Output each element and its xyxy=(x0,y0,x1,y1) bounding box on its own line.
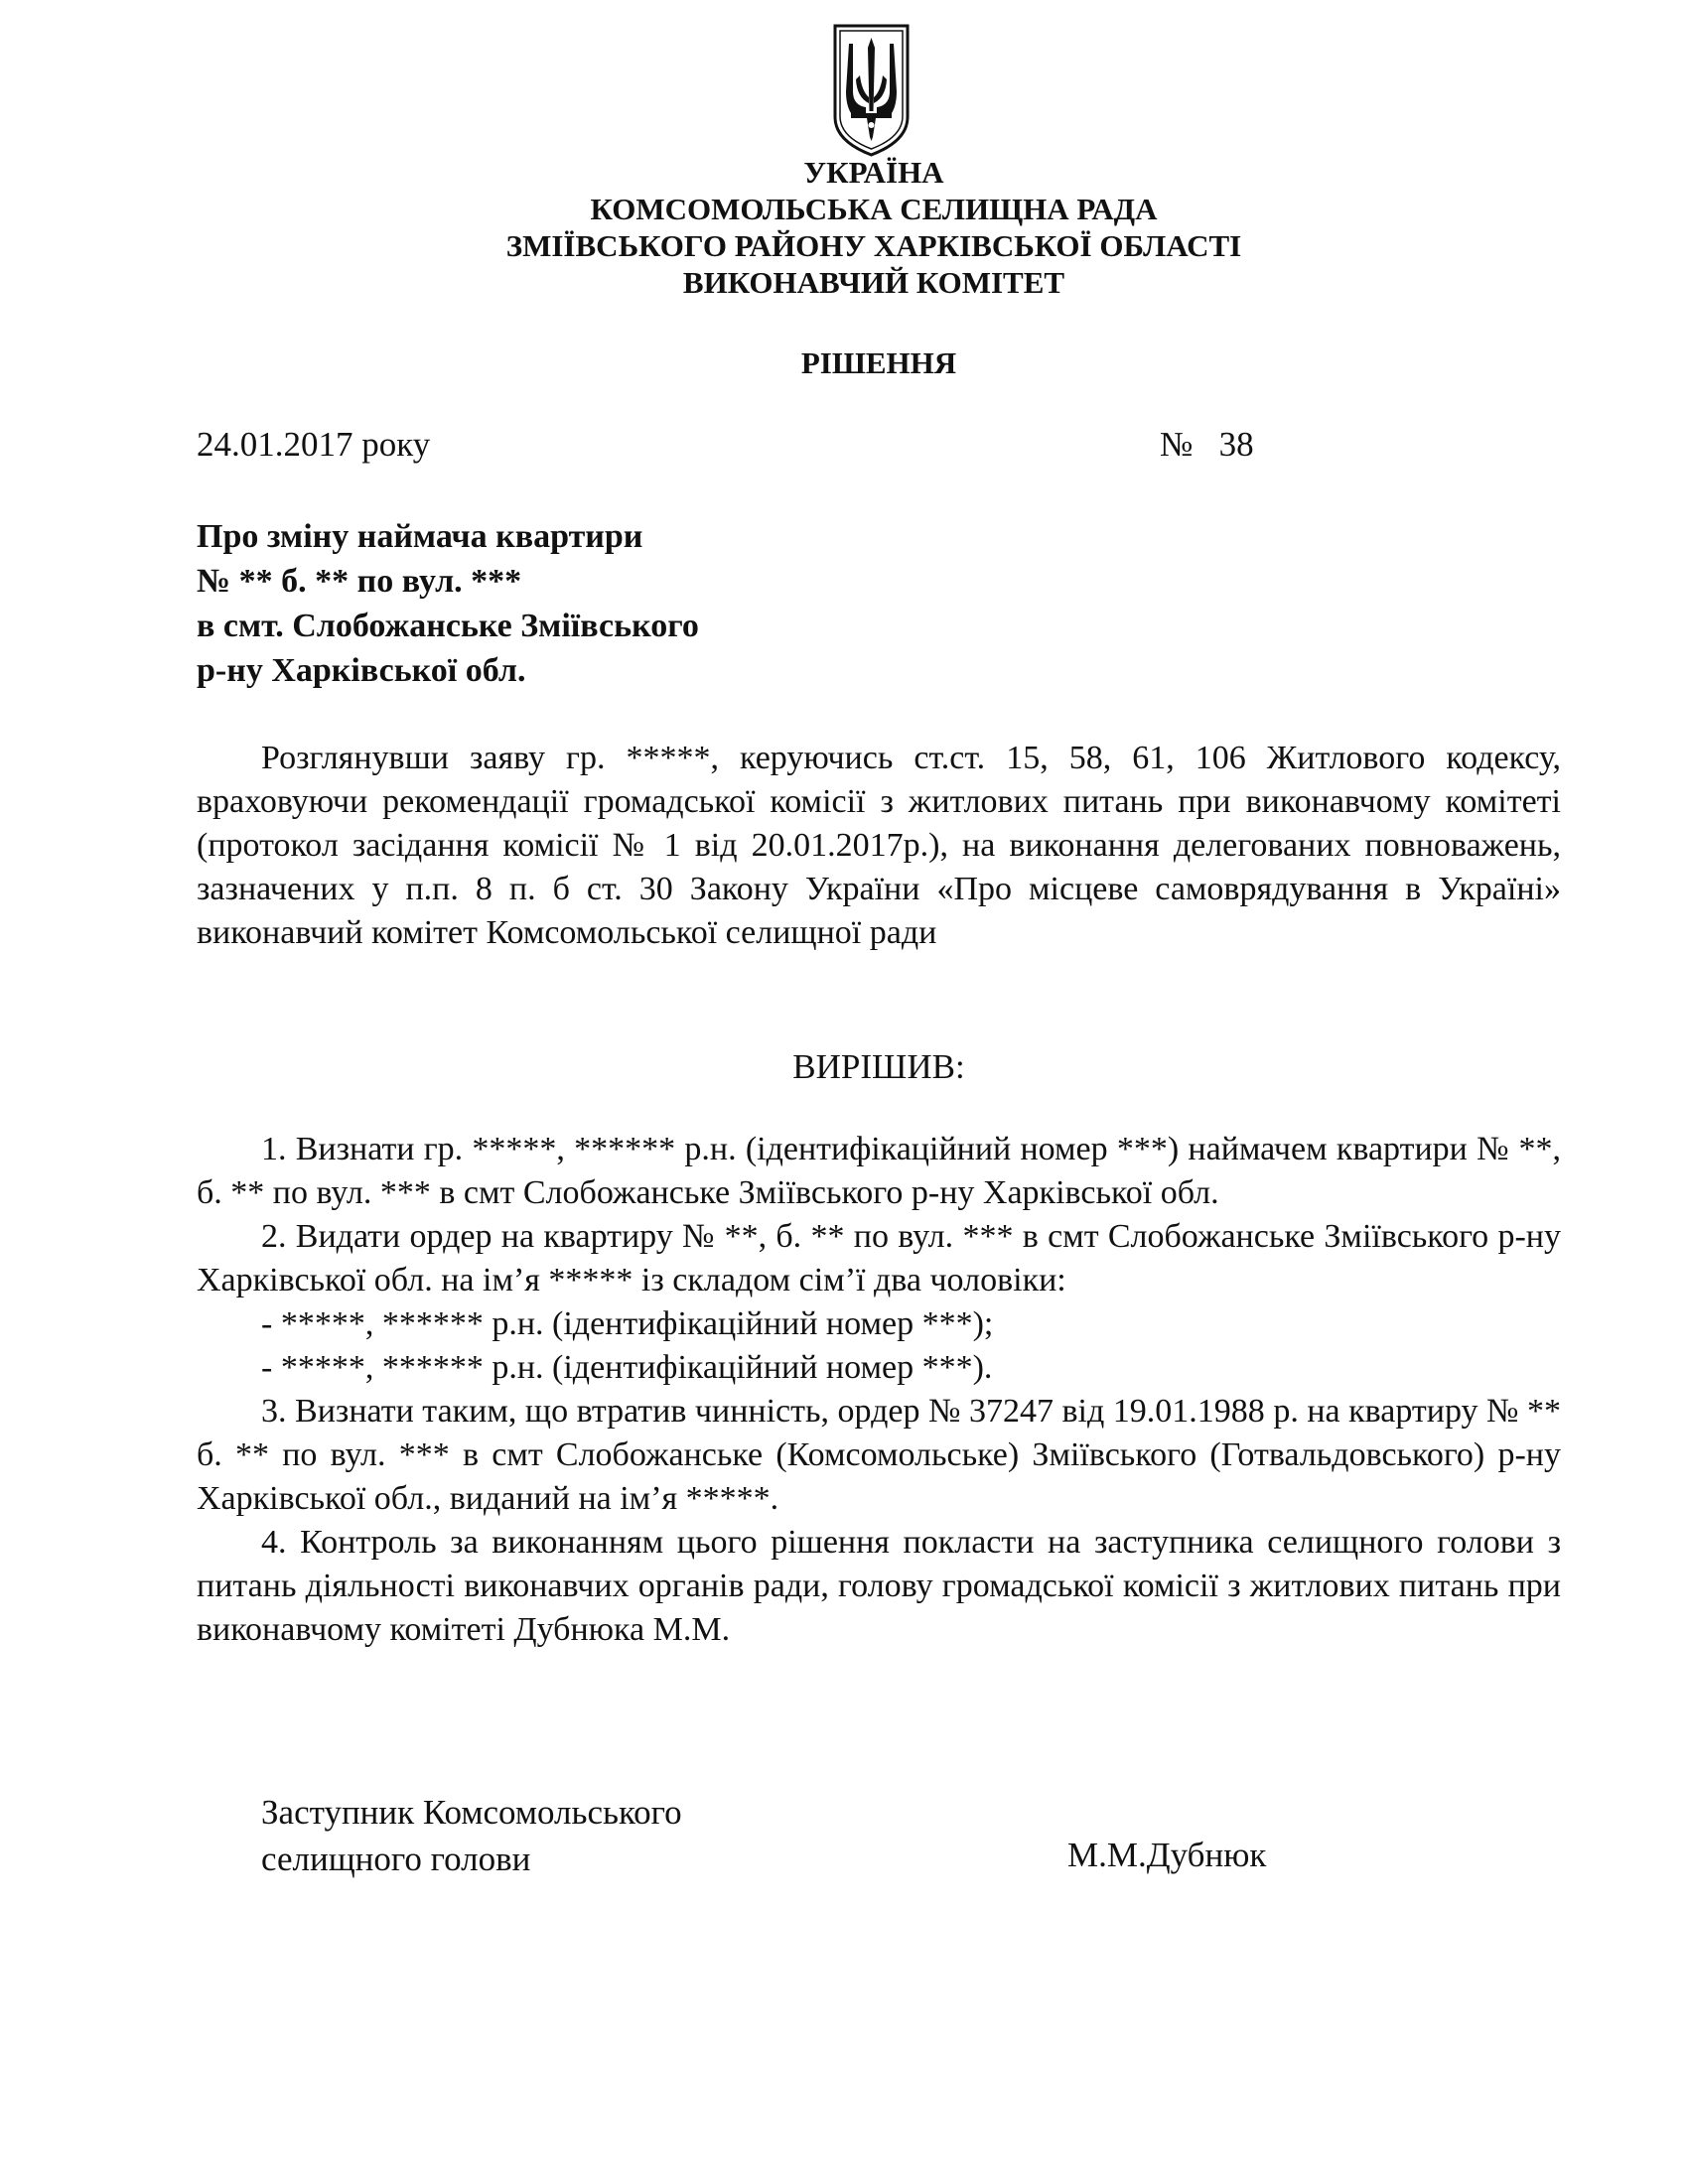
signatory-name: М.М.Дубнюк xyxy=(1067,1836,1267,1874)
decision-items xyxy=(197,1128,1561,1652)
decision-item-3: 3. Визнати таким, що втратив чинність, ордер № 37247 від 19.01.1988 р. на квартиру № ** б. ** по вул. *** в смт Слобожанське (Комсомольське) Зміївського (Готвальдовського) р-ну Харківської обл., виданий на ім’я *****. xyxy=(197,1393,1561,1517)
district-name: ЗМІЇВСЬКОГО РАЙОНУ ХАРКІВСЬКОЇ ОБЛАСТІ xyxy=(505,228,1242,263)
trident-coat-of-arms-icon xyxy=(829,22,914,159)
subject-line: р-ну Харківської обл. xyxy=(197,652,526,689)
preamble-text: Розглянувши заяву гр. *****, керуючись ст.ст. 15, 58, 61, 106 Житлового кодексу, враховуючи рекомендації громадської комісії з житлових питань при виконавчому комітеті (протокол засідання комісії № 1 від 20.01.2017р.), на виконання делегованих повноважень, зазначених у п.п. 8 п. б ст. 30 Закону України «Про місцеве самоврядування в Україні» виконавчий комітет Комсомольської селищної ради xyxy=(197,740,1561,951)
family-member-item: - *****, ****** р.н. (ідентифікаційний номер ***); xyxy=(261,1305,994,1342)
preamble xyxy=(197,737,1561,955)
family-member-item: - *****, ****** р.н. (ідентифікаційний номер ***). xyxy=(261,1349,993,1386)
country-name: УКРАЇНА xyxy=(803,155,944,190)
subject-line: Про зміну наймача квартири xyxy=(197,518,643,555)
decision-item-1: 1. Визнати гр. *****, ****** р.н. (ідентифікаційний номер ***) наймачем квартири № **, б. ** по вул. *** в смт Слобожанське Зміївського р-ну Харківської обл. xyxy=(197,1131,1561,1211)
decision-item-4: 4. Контроль за виконанням цього рішення покласти на заступника селищного голови з питань діяльності виконавчих органів ради, голову громадської комісії з житлових питань при виконавчому комітеті Дубнюка М.М. xyxy=(197,1524,1561,1648)
decided-heading: ВИРІШИВ: xyxy=(792,1047,965,1086)
decision-subject xyxy=(197,514,699,693)
committee-name: ВИКОНАВЧИЙ КОМІТЕТ xyxy=(682,265,1065,300)
signatory-position-line: Заступник Комсомольського xyxy=(261,1793,682,1832)
document-type-title: РІШЕННЯ xyxy=(800,345,957,380)
document-number: № 38 xyxy=(1160,425,1254,464)
subject-line: № ** б. ** по вул. *** xyxy=(197,563,522,600)
signatory-position xyxy=(261,1789,682,1882)
council-name: КОМСОМОЛЬСЬКА СЕЛИЩНА РАДА xyxy=(590,192,1158,226)
subject-line: в смт. Слобожанське Зміївського xyxy=(197,608,699,644)
issuer-header xyxy=(0,154,1688,301)
decision-item-2: 2. Видати ордер на квартиру № **, б. ** по вул. *** в смт Слобожанське Зміївського р-ну Харківської обл. на ім’я ***** із складом сім’ї два чоловіки: xyxy=(197,1218,1561,1298)
signatory-position-line: селищного голови xyxy=(261,1840,531,1878)
document-date: 24.01.2017 року xyxy=(197,425,431,464)
